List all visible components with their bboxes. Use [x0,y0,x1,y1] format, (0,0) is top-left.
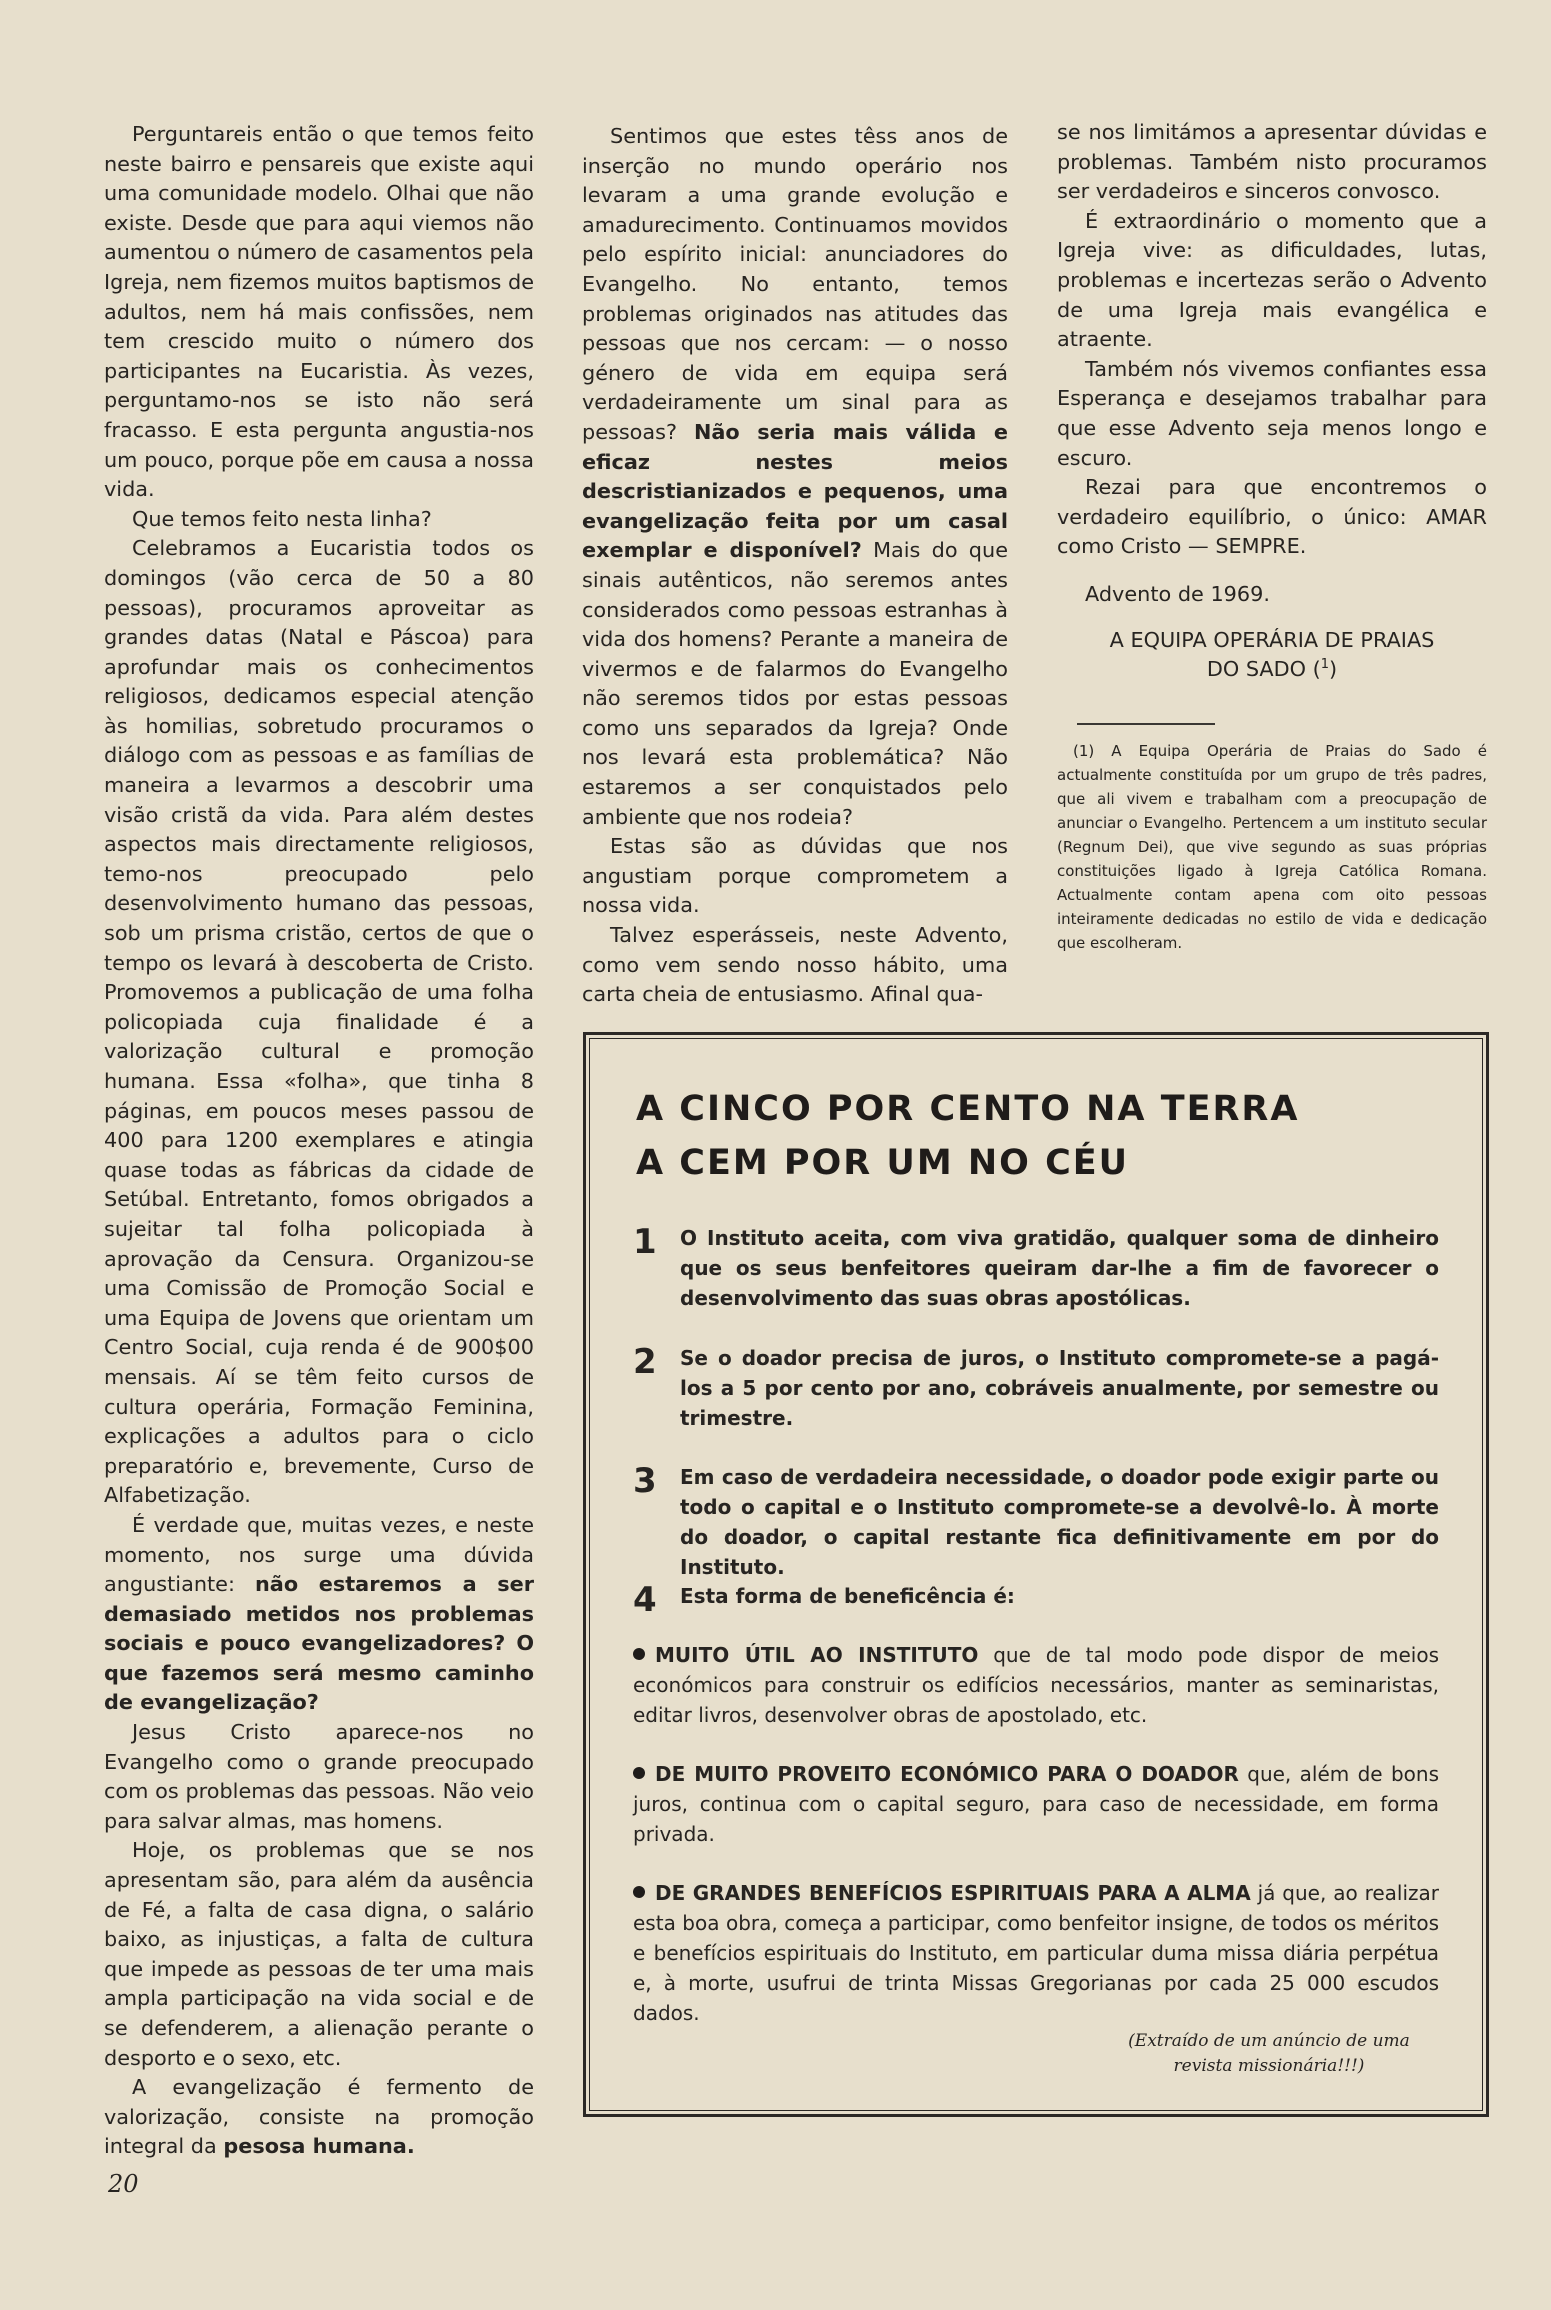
letter-date: Advento de 1969. [1085,581,1270,606]
item-number: 2 [633,1342,657,1382]
bullet-icon [633,1767,645,1779]
signature-line-2: DO SADO ( [1206,657,1321,682]
item-text: Esta forma de beneficência é: [680,1584,1015,1608]
footnote-marker: 1 [1320,657,1330,673]
signature [1057,626,1487,685]
item-number: 4 [633,1580,657,1620]
paragraph: Rezai para que encontremos o verdadeiro equilíbrio, o único: AMAR como Cristo — SEMPRE. [1057,475,1487,559]
ad-source-note [1099,2029,1439,2079]
ad-title-line-2: A CEM POR UM NO CÉU [636,1143,1130,1183]
paragraph: Celebramos a Eucaristia todos os domingos (vão cerca de 50 a 80 pessoas), procuramos aproveitar as grandes datas (Natal e Páscoa) para aprofundar mais os conhecimentos religiosos, dedicamos especial atenção às homilias, sobretudo procuramos o diálogo com as pessoas e as famílias de maneira a levarmos a descobrir uma visão cristã da vida. Para além destes aspectos mais directamente religiosos, temo-nos preocupado pelo desenvolvimento humano das pessoas, sob um prisma cristão, certos de que o tempo os levará à descoberta de Cristo. Promovemos a publicação de uma folha policopiada cuja finalidade é a valorização cultural e promoção humana. Essa «folha», que tinha 8 páginas, em poucos meses passou de 400 para 1200 exemplares e atingia quase todas as fábricas da cidade de Setúbal. Entretanto, fomos obrigados a sujeitar tal folha policopiada à aprovação da Censura. Organizou-se uma Comissão de Promoção Social e uma Equipa de Jovens que orientam um Centro Social, cuja renda é de 900$00 mensais. Aí se têm feito cursos de cultura operária, Formação Feminina, explicações a adultos para o ciclo preparatório e, brevemente, Curso de Alfabetização. [104,536,534,1508]
signature-line-1: A EQUIPA OPERÁRIA DE PRAIAS [1109,627,1435,652]
source-line-2: revista missionária!!!) [1173,2056,1365,2076]
bullet-icon [633,1886,645,1898]
footnote-divider [1077,723,1215,725]
bullet-heading: DE GRANDES BENEFÍCIOS ESPIRITUAIS PARA A ALMA [655,1881,1251,1905]
paragraph-text: Sentimos que estes têss anos de inserção no mundo operário nos levaram a uma grande evolução e amadurecimento. Continuamos movidos pelo espírito inicial: anunciadores do Evangelho. No entanto, temos problemas originados nas atitudes das pessoas que nos cercam: — o nosso género de vida em equipa será verdadeiramente um sinal para as pessoas? [582,124,1008,444]
item-number: 3 [633,1461,657,1501]
ad-item [633,1343,1439,1433]
signature-close: ) [1329,657,1338,682]
advertisement-box [583,1032,1489,2117]
item-text: Se o doador precisa de juros, o Instituto compromete-se a pagá-los a 5 por cento por ano, cobráveis anualmente, por semestre ou trimestre. [680,1346,1439,1430]
paragraph: É extraordinário o momento que a Igreja vive: as dificuldades, lutas, problemas e incertezas serão o Advento de uma Igreja mais evangélica e atraente. [1057,208,1487,352]
bullet-text: que, além de bons juros, continua com o capital seguro, para caso de necessidade, em forma privada. [633,1762,1439,1846]
source-line-1: (Extraído de um anúncio de uma [1128,2031,1410,2051]
paragraph [104,1511,534,1718]
paragraph: Talvez esperásseis, neste Advento, como vem sendo nosso hábito, uma carta cheia de entusiasmo. Afinal qua- [582,923,1008,1007]
paragraph: Estas são as dúvidas que nos angustiam porque comprometem a nossa vida. [582,834,1008,918]
paragraph-text: É verdade que, muitas vezes, e neste momento, nos surge uma dúvida angustiante: [104,1512,534,1597]
item-text: O Instituto aceita, com viva gratidão, qualquer soma de dinheiro que os seus benfeitores queiram dar-lhe a fim de favorecer o desenvolvimento das suas obras apostólicas. [680,1226,1439,1310]
ad-bullet [633,1759,1439,1849]
text-column-3 [1057,118,1487,955]
paragraph [582,122,1008,832]
text-column-2 [582,122,1008,1010]
paragraph-text: Mais do que sinais autênticos, não seremos antes considerados como pessoas estranhas à vida dos homens? Perante a maneira de vivermos e de falarmos do Evangelho não seremos tidos por estas pessoas como uns separados da Igreja? Onde nos levará esta problemática? Não estaremos a ser conquistados pelo ambiente que nos rodeia? [582,538,1008,829]
paragraph [104,2073,534,2162]
item-number: 1 [633,1222,657,1262]
paragraph-text: A evangelização é fermento de valorização, consiste na promoção integral da [104,2075,534,2159]
ad-bullet [633,1878,1439,2028]
ad-item [633,1223,1439,1313]
ad-item [633,1580,1439,1620]
bullet-text: já que, ao realizar esta boa obra, começa a participar, como benfeitor insigne, de todos os méritos e benefícios espirituais do Instituto, em particular duma missa diária perpétua e, à morte, usufrui de trinta Missas Gregorianas por cada 25 000 escudos dados. [633,1881,1440,2025]
bullet-heading: MUITO ÚTIL AO INSTITUTO [655,1643,979,1667]
ad-title-line-1: A CINCO POR CENTO NA TERRA [636,1089,1300,1129]
paragraph: Jesus Cristo aparece-nos no Evangelho como o grande preocupado com os problemas das pessoas. Não veio para salvar almas, mas homens. [104,1720,534,1833]
bold-text: pesosa humana. [223,2134,415,2159]
bold-question: Não seria mais válida e eficaz nestes meios descristianizados e pequenos, uma evangelização feita por um casal exemplar e disponível? [582,419,1008,563]
bold-question: não estaremos a ser demasiado metidos nos problemas sociais e pouco evangelizadores? O que fazemos será mesmo caminho de evangelização? [104,1572,534,1715]
paragraph: Que temos feito nesta linha? [132,506,432,531]
page-number: 20 [108,2170,139,2198]
footnote: (1) A Equipa Operária de Praias do Sado é actualmente constituída por um grupo de três padres, que ali vivem e trabalham com a preocupação de anunciar o Evangelho. Pertencem a um instituto secular (Regnum Dei), que vive segundo as suas próprias constituições ligado à Igreja Católica Romana. Actualmente contam apena com oito pessoas inteiramente dedicadas no estilo de vida e dedicação que escolheram. [1057,741,1487,952]
item-text: Em caso de verdadeira necessidade, o doador pode exigir parte ou todo o capital e o Instituto compromete-se a devolvê-lo. À morte do doador, o capital restante fica definitivamente em por do Instituto. [680,1465,1439,1579]
ad-bullet [633,1640,1439,1730]
paragraph: Perguntareis então o que temos feito neste bairro e pensareis que existe aqui uma comunidade modelo. Olhai que não existe. Desde que para aqui viemos não aumentou o número de casamentos pela Igreja, nem fizemos muitos baptismos de adultos, nem há mais confissões, nem tem crescido muito o número dos participantes na Eucaristia. Às vezes, perguntamo-nos se isto não será fracasso. E esta pergunta angustia-nos um pouco, porque põe em causa a nossa vida. [104,122,534,502]
paragraph: Também nós vivemos confiantes essa Esperança e desejamos trabalhar para que esse Advento seja menos longo e escuro. [1057,356,1487,470]
ad-item [633,1462,1439,1582]
bullet-text: que de tal modo pode dispor de meios económicos para construir os edifícios necessários, manter as seminaristas, editar livros, desenvolver obras de apostolado, etc. [633,1643,1439,1727]
bullet-icon [633,1648,645,1660]
paragraph: se nos limitámos a apresentar dúvidas e problemas. Também nisto procuramos ser verdadeiros e sinceros convosco. [1057,120,1487,204]
paragraph: Hoje, os problemas que se nos apresentam são, para além da ausência de Fé, a falta de casa digna, o salário baixo, as injustiças, a falta de cultura que impede as pessoas de ter uma mais ampla participação na vida social e de se defenderem, a alienação perante o desporto e o sexo, etc. [104,1838,534,2070]
bullet-heading: DE MUITO PROVEITO ECONÓMICO PARA O DOADOR [655,1762,1239,1786]
text-column-1 [104,120,534,2162]
